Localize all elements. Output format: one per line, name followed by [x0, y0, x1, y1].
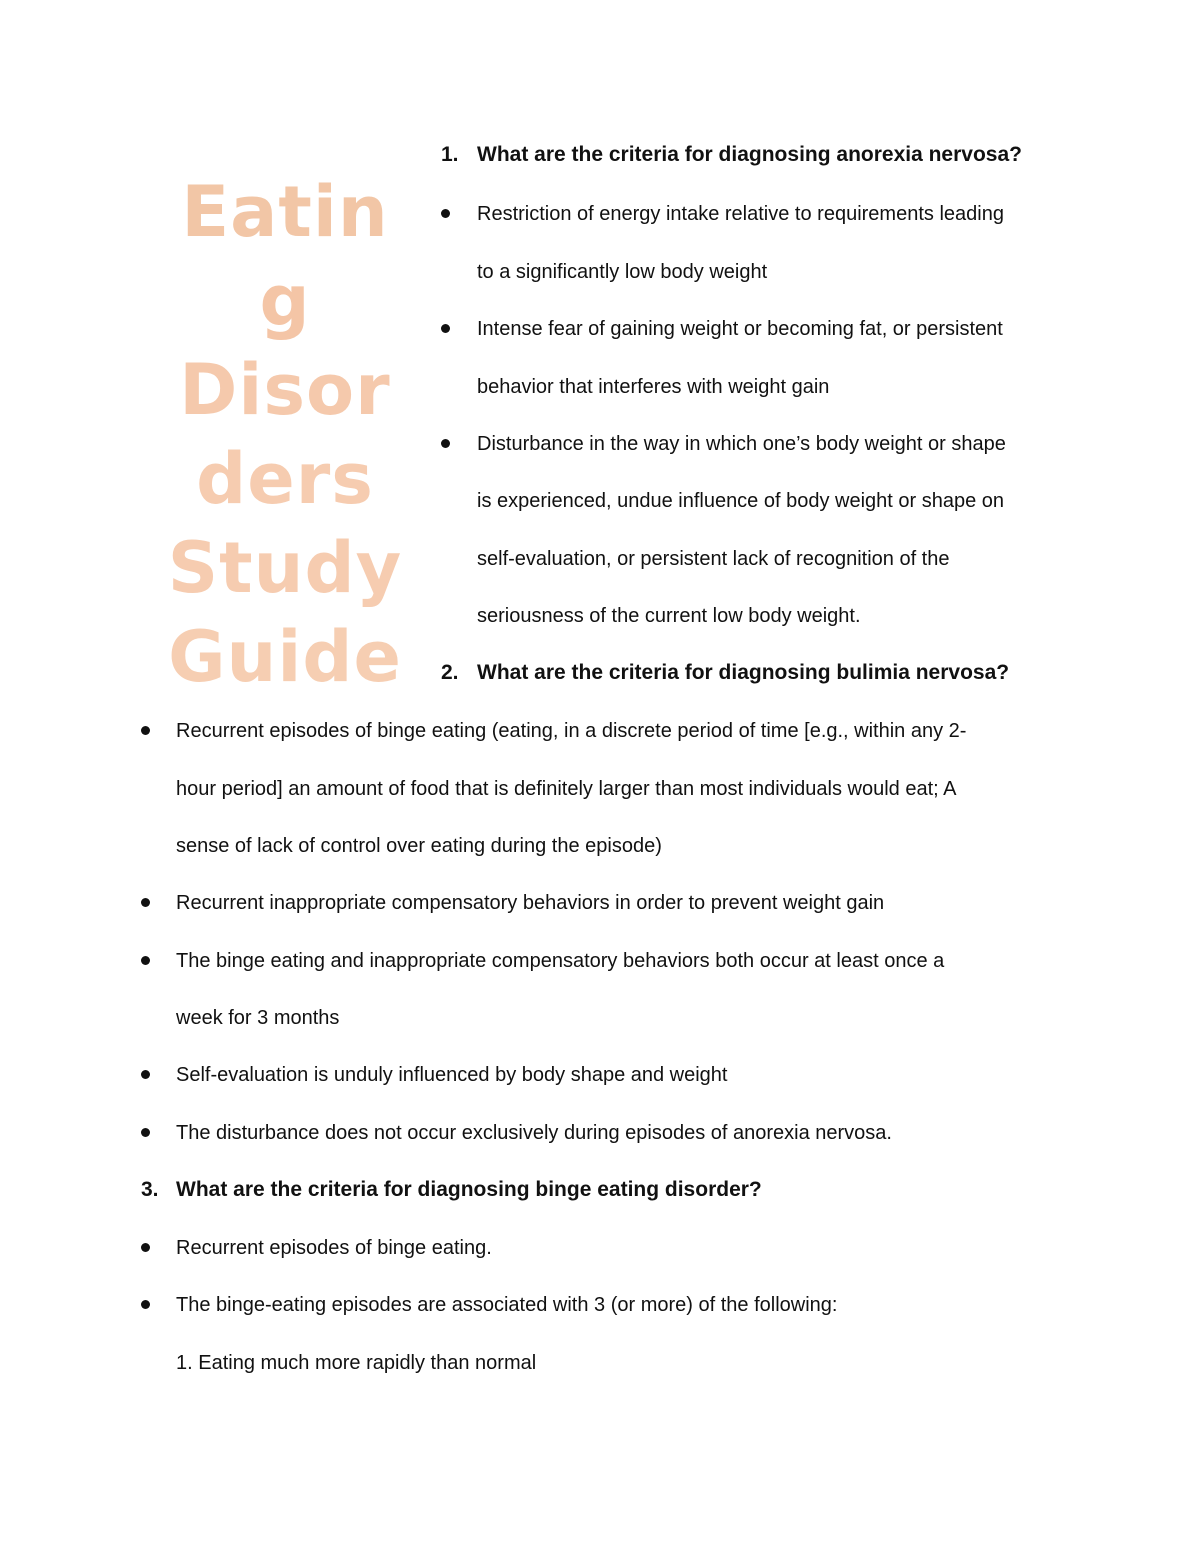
question-heading: What are the criteria for diagnosing anorexia nervosa? — [477, 143, 1022, 166]
bullet-text: self-evaluation, or persistent lack of recognition of the — [477, 548, 950, 570]
title-line: Guide — [168, 616, 402, 698]
study-guide-title — [160, 168, 410, 702]
numbered-sub-item: 1. Eating much more rapidly than normal — [176, 1352, 537, 1374]
bullet-icon — [141, 1128, 150, 1137]
bullet-text: to a significantly low body weight — [477, 261, 768, 283]
question-heading: What are the criteria for diagnosing binge eating disorder? — [176, 1178, 762, 1201]
question-number: 3. — [141, 1178, 159, 1201]
bullet-text: is experienced, undue influence of body weight or shape on — [477, 490, 1005, 512]
bullet-text: The binge-eating episodes are associated with 3 (or more) of the following: — [176, 1294, 838, 1316]
bullet-text: sense of lack of control over eating during the episode) — [176, 835, 662, 857]
bullet-text: hour period] an amount of food that is definitely larger than most individuals would eat; A — [176, 778, 957, 800]
bullet-icon — [441, 439, 450, 448]
bullet-icon — [141, 726, 150, 735]
bullet-icon — [141, 956, 150, 965]
bullet-text: Self-evaluation is unduly influenced by body shape and weight — [176, 1064, 728, 1086]
bullet-text: Recurrent inappropriate compensatory behaviors in order to prevent weight gain — [176, 892, 885, 914]
bullet-icon — [141, 898, 150, 907]
title-line: Study — [167, 527, 403, 609]
bullet-icon — [441, 209, 450, 218]
bullet-icon — [141, 1070, 150, 1079]
question-heading: What are the criteria for diagnosing bulimia nervosa? — [477, 661, 1010, 684]
question-number: 1. — [441, 143, 459, 166]
bullet-text: Intense fear of gaining weight or becoming fat, or persistent — [477, 318, 1003, 340]
bullet-text: The binge eating and inappropriate compensatory behaviors both occur at least once a — [176, 950, 945, 972]
bullet-text: Restriction of energy intake relative to requirements leading — [477, 203, 1004, 225]
bullet-text: Recurrent episodes of binge eating. — [176, 1237, 492, 1259]
bullet-icon — [441, 324, 450, 333]
bullet-text: Disturbance in the way in which one’s body weight or shape — [477, 433, 1006, 455]
bullet-text: week for 3 months — [176, 1007, 340, 1029]
question-number: 2. — [441, 661, 459, 684]
bullet-text: behavior that interferes with weight gain — [477, 376, 830, 398]
bullet-text: Recurrent episodes of binge eating (eating, in a discrete period of time [e.g., within any 2- — [176, 720, 967, 742]
bullet-icon — [141, 1243, 150, 1252]
title-line: g — [259, 260, 311, 342]
bullet-icon — [141, 1300, 150, 1309]
title-line: Disor — [179, 349, 391, 431]
bullet-text: The disturbance does not occur exclusively during episodes of anorexia nervosa. — [176, 1122, 892, 1144]
title-line: ders — [196, 438, 374, 520]
bullet-text: seriousness of the current low body weight. — [477, 605, 861, 627]
title-line: Eatin — [181, 171, 389, 253]
